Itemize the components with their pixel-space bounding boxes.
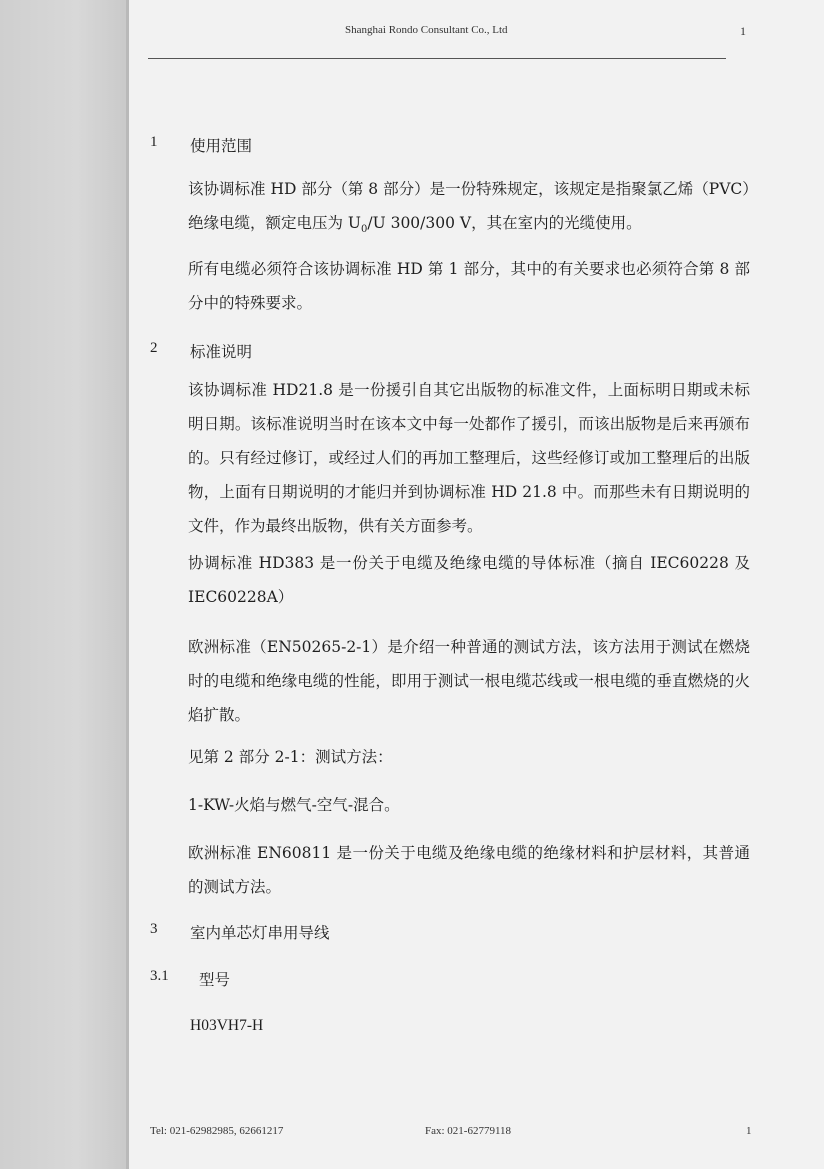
header-company: Shanghai Rondo Consultant Co., Ltd [345, 24, 508, 36]
section-1-paragraph-2: 所有电缆必须符合该协调标准 HD 第 1 部分，其中的有关要求也必须符合第 8 部分中的特殊要求。 [188, 260, 750, 312]
section-2-paragraph-6: 欧洲标准 EN60811 是一份关于电缆及绝缘电缆的绝缘材料和护层材料，其普通的测试方法。 [188, 844, 750, 896]
section-2-paragraph-5: 1-KW-火焰与燃气-空气-混合。 [188, 796, 400, 814]
section-3-1-number: 3.1 [150, 968, 169, 984]
header-page-marker: 1 [740, 24, 746, 38]
section-3-title: 室内单芯灯串用导线 [190, 924, 330, 942]
section-2-number: 2 [150, 340, 158, 356]
section-3-number: 3 [150, 921, 158, 937]
header-rule [148, 58, 726, 59]
section-1-number: 1 [150, 134, 158, 150]
left-page-edge [0, 0, 128, 1169]
model-code: H03VH7-H [190, 1017, 264, 1034]
section-2-title: 标准说明 [190, 343, 253, 361]
section-3-1-title: 型号 [199, 971, 231, 989]
footer-fax: Fax: 021-62779118 [425, 1125, 512, 1137]
section-1-title: 使用范围 [190, 137, 253, 155]
section-1-paragraph-1: 该协调标准 HD 部分（第 8 部分）是一份特殊规定，该规定是指聚氯乙烯（PVC）绝缘电缆，额定电压为 $U_0/U$ 300/300 V，其在室内的光缆使用。 [188, 180, 750, 236]
footer-page-number: 1 [746, 1125, 752, 1137]
section-2-paragraph-1: 该协调标准 HD21.8 是一份援引自其它出版物的标准文件，上面标明日期或未标明日期。该标准说明当时在该本文中每一处都作了援引，而该出版物是后来再颁布的。只有经过修订，或经过人们的再加工整理后，这些经修订或加工整理后的出版物，上面有日期说明的才能归并到协调标准 HD 21.8 中。而那些未有日期说明的文件，作为最终出版物，供有关方面参考。 [188, 381, 750, 535]
footer-tel: Tel: 021-62982985, 62661217 [150, 1125, 284, 1137]
section-2-paragraph-2: 协调标准 HD383 是一份关于电缆及绝缘电缆的导体标准（摘自 IEC60228 及 IEC60228A） [188, 554, 750, 606]
section-2-paragraph-4: 见第 2 部分 2-1：测试方法： [188, 748, 393, 766]
section-2-paragraph-3: 欧洲标准（EN50265-2-1）是介绍一种普通的测试方法，该方法用于测试在燃烧时的电缆和绝缘电缆的性能，即用于测试一根电缆芯线或一根电缆的垂直燃烧的火焰扩散。 [188, 638, 750, 724]
